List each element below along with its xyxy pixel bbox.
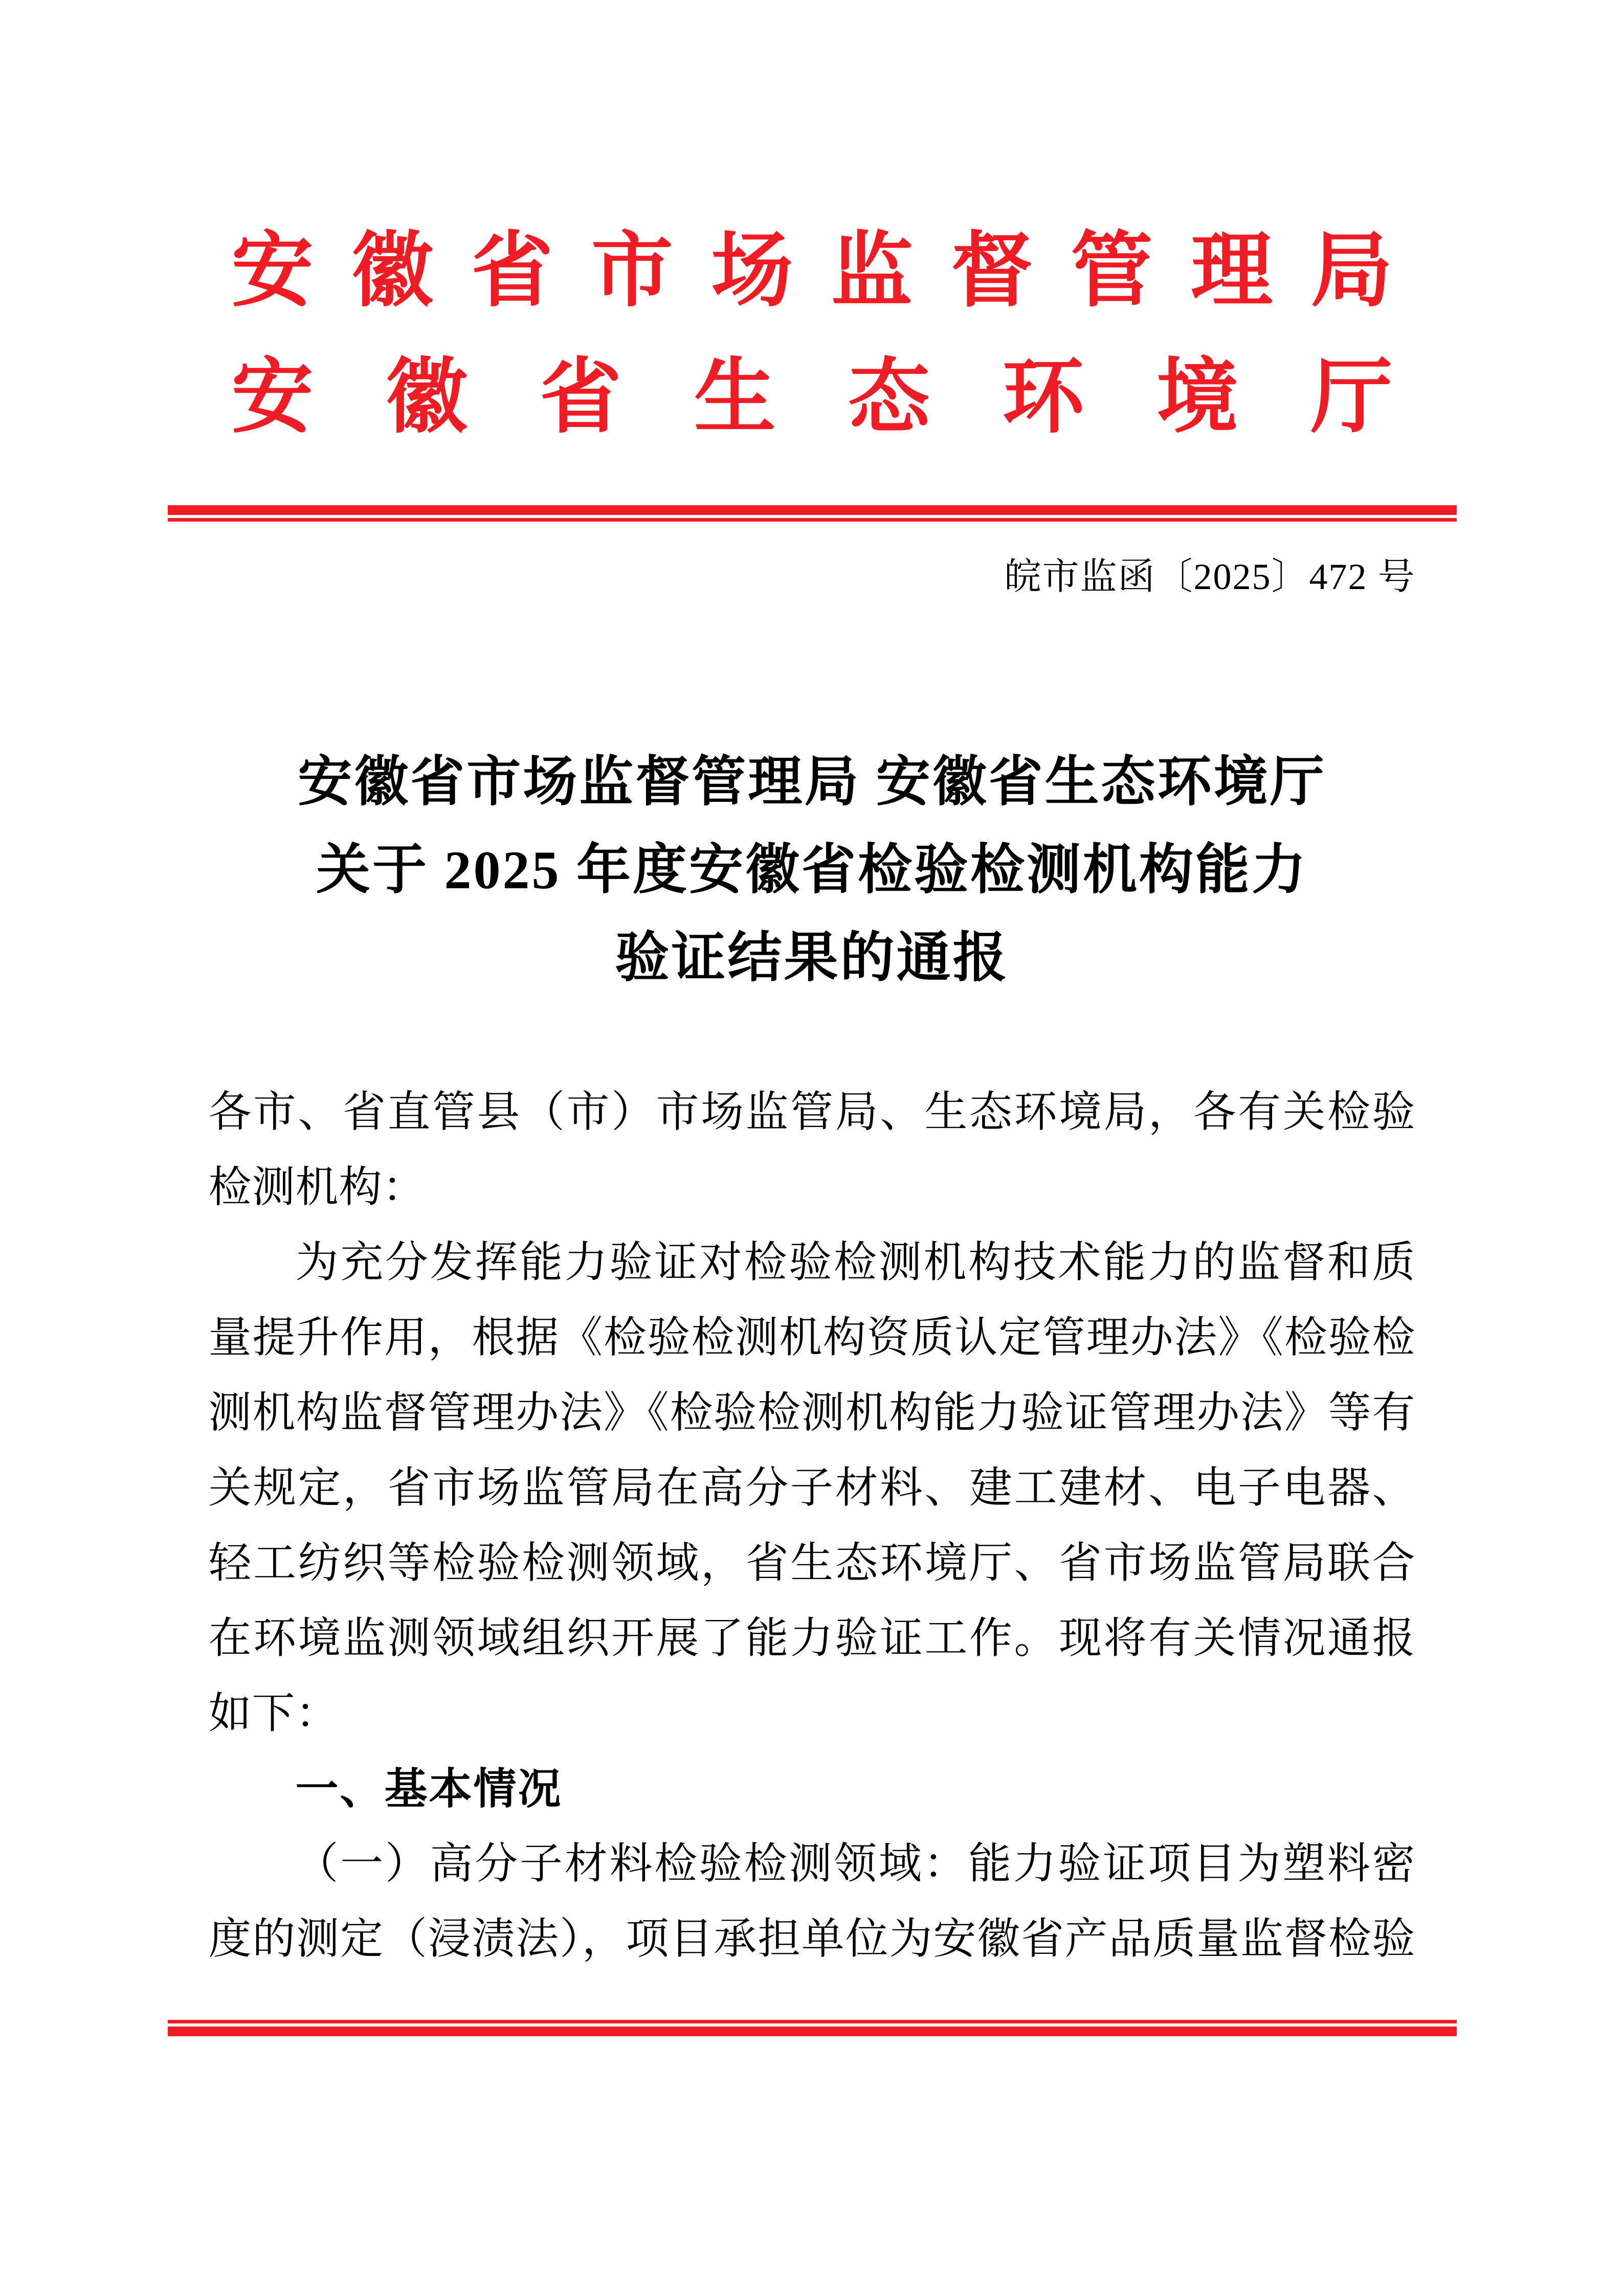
document-title-line-3: 验证结果的通报	[615, 928, 1009, 988]
document-title-line-2: 关于 2025 年度安徽省检验检测机构能力	[316, 840, 1308, 900]
paragraph-line: 关规定，省市场监管局在高分子材料、建工建材、电子电器、	[208, 1465, 1416, 1512]
letterhead-agency-2: 安徽省生态环境厅	[231, 352, 1393, 443]
paragraph-line: 度的测定（浸渍法），项目承担单位为安徽省产品质量监督检验	[208, 1916, 1416, 1963]
paragraph-line: （一）高分子材料检验检测领域：能力验证项目为塑料密	[295, 1840, 1416, 1888]
letterhead	[231, 0, 1393, 443]
paragraph-line: 如下：	[208, 1690, 339, 1738]
salutation-line-1: 各市、省直管县（市）市场监管局、生态环境局，各有关检验	[208, 1089, 1416, 1136]
paragraph-line: 在环境监测领域组织开展了能力验证工作。现将有关情况通报	[208, 1615, 1416, 1662]
footer-separator-thick-rule	[168, 2027, 1457, 2036]
salutation-line-2: 检测机构：	[208, 1164, 426, 1211]
document-number: 皖市监函〔2025〕472 号	[1004, 556, 1416, 597]
section-heading-basic-situation: 一、基本情况	[295, 1765, 563, 1813]
letterhead-agency-1: 安徽省市场监督管理局	[231, 226, 1393, 317]
header-separator-thick-rule	[168, 505, 1457, 515]
paragraph-line: 为充分发挥能力验证对检验检测机构技术能力的监督和质	[295, 1239, 1416, 1287]
footer-separator	[168, 2020, 1457, 2036]
document-title	[147, 738, 1477, 1002]
document-title-line-1: 安徽省市场监督管理局 安徽省生态环境厅	[298, 752, 1326, 812]
paragraph-line: 量提升作用，根据《检验检测机构资质认定管理办法》《检验检	[208, 1314, 1416, 1362]
header-separator	[168, 505, 1457, 522]
document-body	[209, 1075, 1416, 1977]
header-separator-thin-rule	[168, 518, 1457, 522]
paragraph-line: 测机构监督管理办法》《检验检测机构能力验证管理办法》等有	[208, 1389, 1416, 1437]
footer-separator-thin-rule	[168, 2020, 1457, 2023]
paragraph-line: 轻工纺织等检验检测领域，省生态环境厅、省市场监管局联合	[208, 1540, 1416, 1587]
